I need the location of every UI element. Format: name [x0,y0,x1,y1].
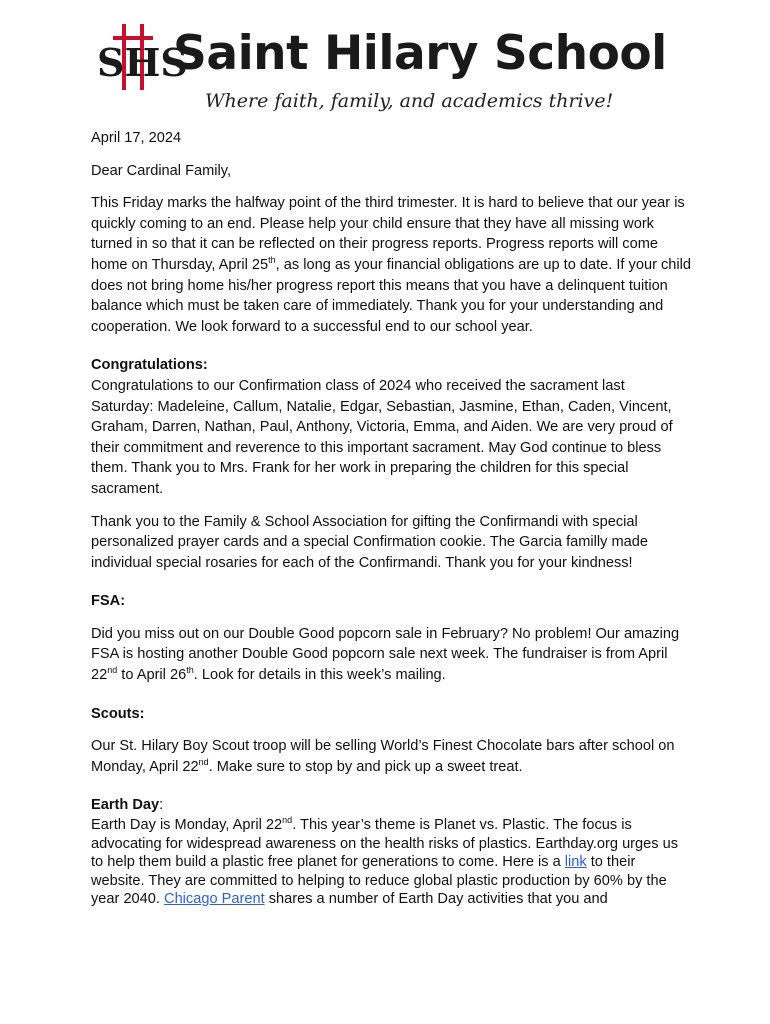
earth-day-heading-line: Earth Day: [91,797,164,814]
fsa-heading: FSA: [91,593,126,610]
intro-paragraph: This Friday marks the halfway point of the third trimester. It is hard to believe that our year is quickly coming to an end. Please help your child ensure that they have all missing work turned in so that it can be reflected on their progress reports. Progress reports will come home on Thursday, April 25th, as long as your financial obligations are up to date. If your child does not bring home his/her progress report this means that you have a delinquent tuition balance which must be taken care of immediately. Thank you for your understanding and cooperation. We look forward to a successful end to our school year. [91,195,691,335]
fsa-thanks-paragraph: Thank you to the Family & School Association for gifting the Confirmandi with special personalized prayer cards and a special Confirmation cookie. The Garcia familly made individual special rosaries for each of the Confirmandi. Thank you for your kindness! [91,513,648,571]
congratulations-paragraph: Congratulations to our Confirmation class of 2024 who received the sacrament last Saturday: Madeleine, Callum, Natalie, Edgar, Sebastian, Jasmine, Ethan, Caden, Vincent, Graham, Darren, Nathan, Paul, Anthony, Victoria, Emma, and Aiden. We are very proud of their commitment and reverence to this important sacrament. May God continue to bless them. Thank you to Mrs. Frank for her work in preparing the children for this special sacrament. [91,377,673,497]
fsa-paragraph: Did you miss out on our Double Good popcorn sale in February? No problem! Our amazing FSA is hosting another Double Good popcorn sale next week. The fundraiser is from April 22nd to April 26th. Look for details in this week’s mailing. [91,625,680,684]
school-logo [95,24,188,92]
scouts-paragraph: Our St. Hilary Boy Scout troop will be selling World’s Finest Chocolate bars after school on Monday, April 22nd. Make sure to stop by and pick up a sweet treat. [91,738,675,775]
letterhead [95,22,685,122]
earth-day-paragraph: Earth Day is Monday, April 22nd. This year’s theme is Planet vs. Plastic. The focus is advocating for widespread awareness on the health risks of plastics. Earthday.org urges us to help them build a plastic free planet for generations to come. Here is a link to their website. They are committed to helping to reduce global plastic production by 60% by the year 2040. Chicago Parent shares a number of Earth Day activities that you and [91,815,679,908]
earthday-link[interactable]: link [564,854,587,871]
tagline: Where faith, family, and academics thrive! [205,90,614,112]
chicago-parent-link[interactable]: Chicago Parent [164,891,265,908]
logo-letters: SHS [97,40,188,85]
school-name: Saint Hilary School [173,26,667,81]
scouts-heading: Scouts: [91,705,145,722]
earth-day-heading: Earth Day [91,797,160,814]
congratulations-heading: Congratulations: [91,357,208,374]
letter-date: April 17, 2024 [91,130,182,146]
letter-body [91,128,691,909]
salutation: Dear Cardinal Family, [91,162,232,179]
